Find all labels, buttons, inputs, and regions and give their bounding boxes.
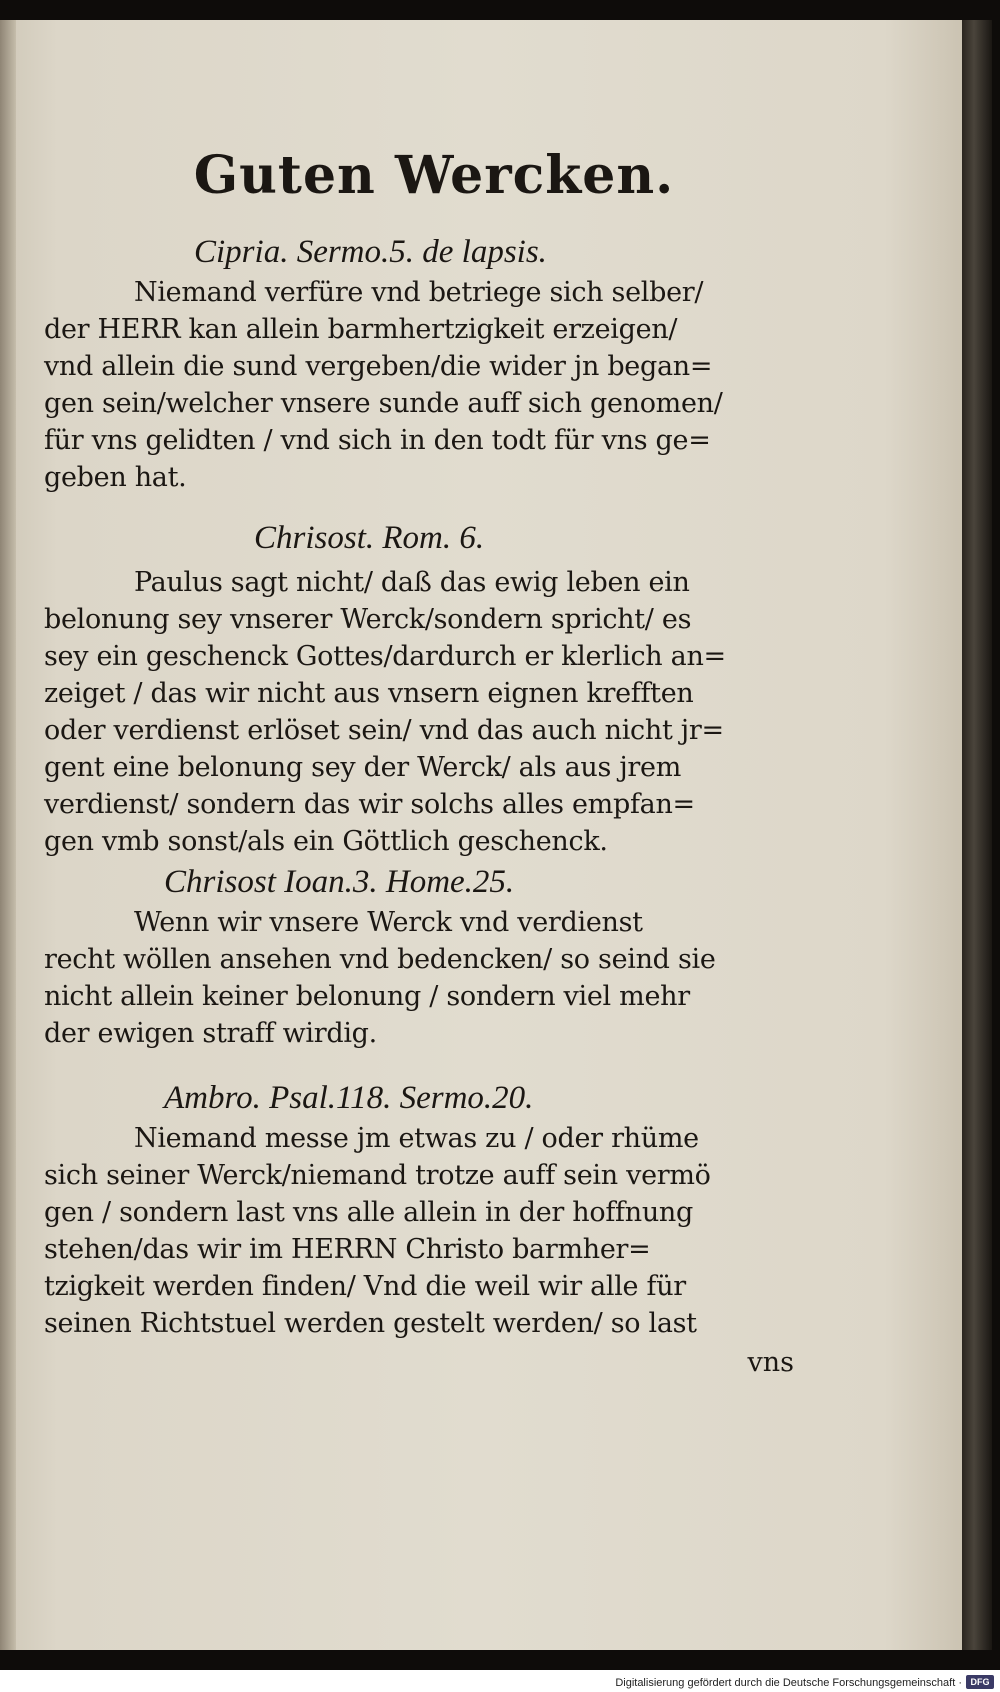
text-line: sich seiner Werck/niemand trotze auff sein vermö bbox=[44, 1160, 711, 1191]
book-page bbox=[0, 20, 966, 1650]
text-line: geben hat. bbox=[44, 462, 187, 493]
text-line: vnd allein die sund vergeben/die wider jn began= bbox=[44, 351, 713, 382]
text-line: Wenn wir vnsere Werck vnd verdienst bbox=[134, 907, 643, 938]
text-line: tzigkeit werden finden/ Vnd die weil wir alle für bbox=[44, 1271, 686, 1302]
digitization-footer bbox=[0, 1670, 1000, 1692]
section-chrisost-rom bbox=[44, 518, 804, 860]
text-line: verdienst/ sondern das wir solchs alles empfan= bbox=[44, 789, 695, 820]
text-line: oder verdienst erlöset sein/ vnd das auch nicht jr= bbox=[44, 715, 724, 746]
dfg-logo-icon: DFG bbox=[966, 1675, 994, 1689]
text-line: stehen/das wir im HERRN Christo barmher= bbox=[44, 1234, 651, 1265]
text-line: gen vmb sonst/als ein Göttlich geschenck. bbox=[44, 826, 608, 857]
section-heading: Chrisost. Rom. 6. bbox=[254, 520, 485, 556]
text-line: sey ein geschenck Gottes/dardurch er klerlich an= bbox=[44, 641, 726, 672]
section-heading: Cipria. Sermo.5. de lapsis. bbox=[194, 234, 547, 270]
text-line: Niemand messe jm etwas zu / oder rhüme bbox=[134, 1123, 699, 1154]
text-line: belonung sey vnserer Werck/sondern spricht/ es bbox=[44, 604, 692, 635]
footer-credit: Digitalisierung gefördert durch die Deutsche Forschungsgemeinschaft · bbox=[615, 1677, 962, 1689]
text-line: gen sein/welcher vnsere sunde auff sich genomen/ bbox=[44, 388, 723, 419]
text-line: Niemand verfüre vnd betriege sich selber/ bbox=[134, 277, 704, 308]
section-cipria bbox=[44, 232, 804, 496]
text-line: recht wöllen ansehen vnd bedencken/ so seind sie bbox=[44, 944, 716, 975]
text-line: nicht allein keiner belonung / sondern viel mehr bbox=[44, 981, 690, 1012]
text-line: der HERR kan allein barmhertzigkeit erzeigen/ bbox=[44, 314, 678, 345]
section-heading: Ambro. Psal.118. Sermo.20. bbox=[164, 1080, 534, 1116]
section-heading: Chrisost Ioan.3. Home.25. bbox=[164, 864, 515, 900]
running-title: Guten Wercken. bbox=[193, 145, 675, 206]
section-chrisost-ioan bbox=[44, 862, 804, 1052]
text-line: seinen Richtstuel werden gestelt werden/ so last bbox=[44, 1308, 697, 1339]
text-line: Paulus sagt nicht/ daß das ewig leben ein bbox=[134, 567, 690, 598]
section-ambro bbox=[44, 1078, 804, 1342]
text-block bbox=[44, 115, 804, 1381]
text-line: zeiget / das wir nicht aus vnsern eignen krefften bbox=[44, 678, 694, 709]
text-line: für vns gelidten / vnd sich in den todt für vns ge= bbox=[44, 425, 711, 456]
page-gutter bbox=[962, 20, 992, 1650]
catchword: vns bbox=[747, 1347, 794, 1378]
page-edge-left bbox=[0, 20, 16, 1650]
text-line: der ewigen straff wirdig. bbox=[44, 1018, 377, 1049]
text-line: gen / sondern last vns alle allein in der hoffnung bbox=[44, 1197, 693, 1228]
text-line: gent eine belonung sey der Werck/ als aus jrem bbox=[44, 752, 682, 783]
